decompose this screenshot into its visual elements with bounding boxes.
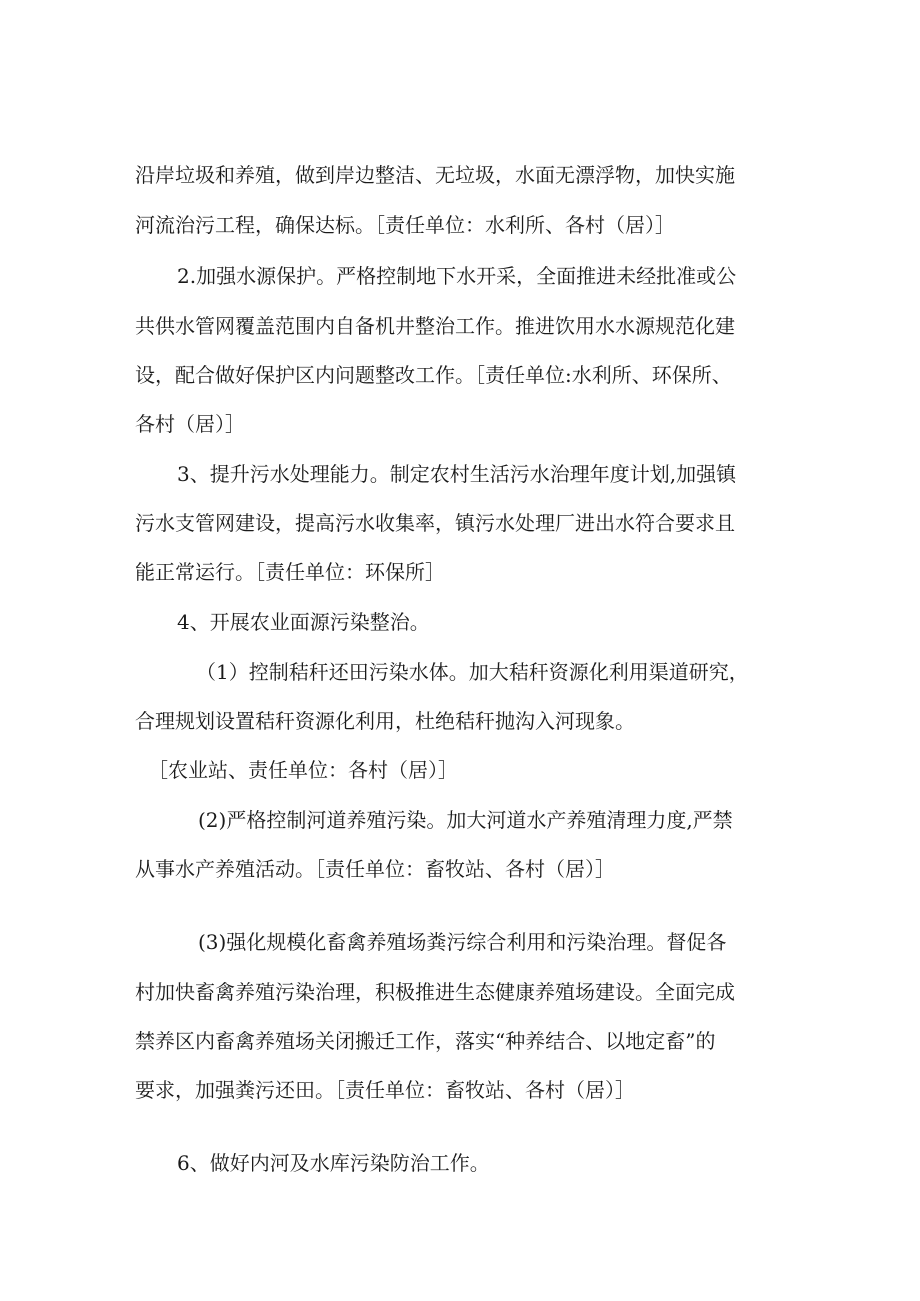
paragraph-line: (3)强化规模化畜禽养殖场粪污综合利用和污染治理。督促各 — [198, 930, 727, 954]
paragraph-line: 共供水管网覆盖范围内自备机井整治工作。推进饮用水水源规范化建 — [135, 314, 735, 338]
paragraph-line: 禁养区内畜禽养殖场关闭搬迁工作，落实“种养结合、以地定畜”的 — [135, 1029, 716, 1053]
paragraph-line: 从事水产养殖活动。［责任单位：畜牧站、各村（居）］ — [135, 857, 615, 881]
paragraph-line: 合理规划设置秸秆资源化利用，杜绝秸秆抛沟入河现象。 — [135, 709, 635, 733]
paragraph-line: 沿岸垃圾和养殖，做到岸边整洁、无垃圾，水面无漂浮物，加快实施 — [135, 163, 735, 187]
paragraph-line: 设，配合做好保护区内问题整改工作。［责任单位:水利所、环保所、 — [135, 363, 732, 387]
paragraph-line: 河流治污工程，确保达标。［责任单位：水利所、各村（居）］ — [135, 213, 675, 237]
section-heading: 6、做好内河及水库污染防治工作。 — [177, 1151, 490, 1175]
paragraph-line: 村加快畜禽养殖污染治理，积极推进生态健康养殖场建设。全面完成 — [135, 980, 735, 1004]
paragraph-line: 污水支管网建设，提高污水收集率，镇污水处理厂进出水符合要求且 — [135, 511, 735, 535]
paragraph-line: 能正常运行。［责任单位：环保所］ — [135, 560, 445, 584]
paragraph-line: 2.加强水源保护。严格控制地下水开采，全面推进未经批准或公 — [177, 264, 737, 288]
paragraph-line: (2)严格控制河道养殖污染。加大河道水产养殖清理力度,严禁 — [198, 808, 733, 832]
paragraph-line: 3、提升污水处理能力。制定农村生活污水治理年度计划,加强镇 — [177, 462, 737, 486]
paragraph-line: ［农业站、责任单位：各村（居）］ — [148, 758, 458, 782]
paragraph-line: 要求，加强粪污还田。［责任单位：畜牧站、各村（居）］ — [135, 1078, 635, 1102]
section-heading: 4、开展农业面源污染整治。 — [177, 610, 430, 634]
paragraph-line: 各村（居）］ — [135, 412, 245, 436]
paragraph-line: （1）控制秸秆还田污染水体。加大秸秆资源化利用渠道研究， — [196, 660, 749, 684]
